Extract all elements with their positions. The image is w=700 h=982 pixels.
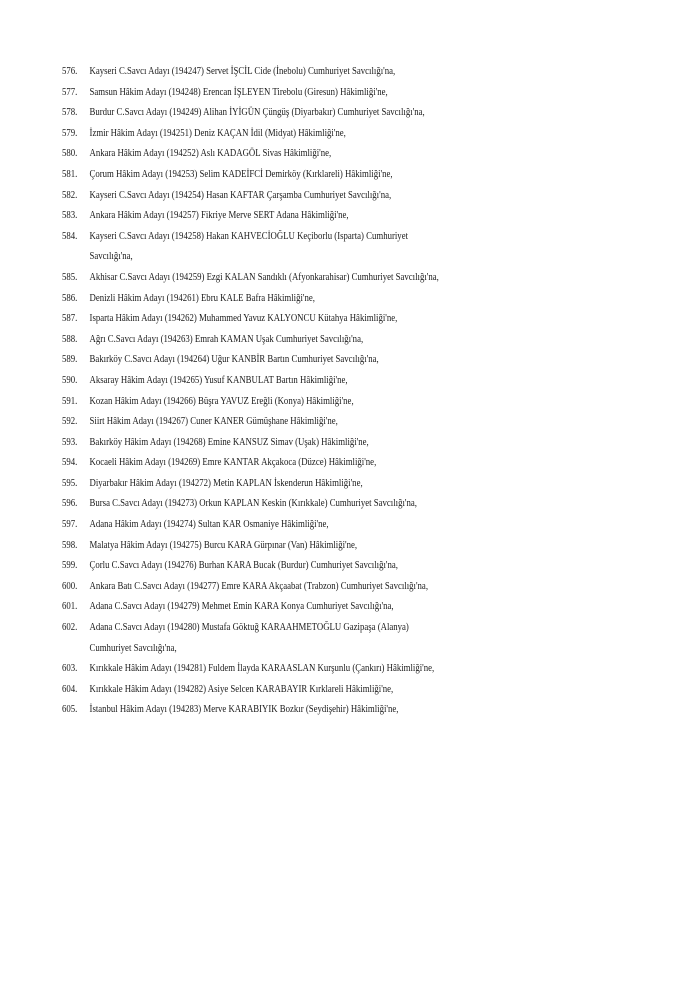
entry-text: Ankara Hâkim Adayı (194257) Fikriye Merve SERT Adana Hâkimliği'ne, (89, 210, 349, 222)
list-item (62, 474, 452, 495)
entry-text: Aksaray Hâkim Adayı (194265) Yusuf KANBULAT Bartın Hâkimliği'ne, (89, 374, 348, 386)
list-item (62, 597, 452, 618)
entry-text: Bakırköy C.Savcı Adayı (194264) Uğur KANBİR Bartın Cumhuriyet Savcılığı'na, (89, 354, 379, 366)
entry-number: 593. (62, 436, 78, 448)
entry-number: 602. (62, 622, 78, 634)
entry-text: Adana Hâkim Adayı (194274) Sultan KAR Osmaniye Hâkimliği'ne, (89, 519, 329, 531)
list-item (62, 206, 452, 227)
entry-text: Akhisar C.Savcı Adayı (194259) Ezgi KALAN Sandıklı (Afyonkarahisar) Cumhuriyet Savcılığı'na, (89, 271, 439, 283)
list-item (62, 659, 452, 680)
list-item (62, 144, 452, 165)
list-item (62, 515, 452, 536)
entry-number: 594. (62, 457, 78, 469)
appointment-list (62, 62, 452, 721)
entry-text: Çorlu C.Savcı Adayı (194276) Burhan KARA Bucak (Burdur) Cumhuriyet Savcılığı'na, (89, 560, 398, 572)
list-item (62, 453, 452, 474)
entry-text: Çorum Hâkim Adayı (194253) Selim KADEİFCİ Demirköy (Kırklareli) Hâkimliği'ne, (89, 168, 393, 180)
list-item (62, 392, 452, 413)
entry-number: 601. (62, 601, 78, 613)
entry-text: Bakırköy Hâkim Adayı (194268) Emine KANSUZ Simav (Uşak) Hâkimliği'ne, (89, 436, 369, 448)
list-item (62, 412, 452, 433)
entry-text: Kayseri C.Savcı Adayı (194254) Hasan KAFTAR Çarşamba Cumhuriyet Savcılığı'na, (89, 189, 392, 201)
entry-text: Kırıkkale Hâkim Adayı (194282) Asiye Selcen KARABAYIR Kırklareli Hâkimliği'ne, (89, 683, 394, 695)
list-item (62, 350, 452, 371)
entry-number: 576. (62, 66, 78, 77)
list-item (62, 680, 452, 701)
list-item (62, 165, 452, 186)
list-item (62, 124, 452, 145)
entry-text: Kozan Hâkim Adayı (194266) Büşra YAVUZ Ereğli (Konya) Hâkimliği'ne, (89, 395, 354, 407)
list-item (62, 433, 452, 454)
entry-number: 590. (62, 374, 78, 386)
entry-text: İstanbul Hâkim Adayı (194283) Merve KARABIYIK Bozkır (Seydişehir) Hâkimliği'ne, (89, 704, 399, 716)
entry-number: 584. (62, 230, 78, 242)
entry-number: 577. (62, 86, 78, 98)
entry-number: 589. (62, 354, 78, 366)
entry-text: Kocaeli Hâkim Adayı (194269) Emre KANTAR Akçakoca (Düzce) Hâkimliği'ne, (89, 457, 377, 469)
entry-number: 582. (62, 189, 78, 201)
list-item (62, 494, 452, 515)
entry-text: Kayseri C.Savcı Adayı (194258) Hakan KAHVECİOĞLU Keçiborlu (Isparta) Cumhuriyet Savcılığı'na, (89, 230, 409, 263)
list-item (62, 330, 452, 351)
entry-text: Diyarbakır Hâkim Adayı (194272) Metin KAPLAN İskenderun Hâkimliği'ne, (89, 477, 363, 489)
list-item (62, 268, 452, 289)
list-item (62, 618, 452, 659)
entry-number: 603. (62, 663, 78, 675)
entry-number: 579. (62, 127, 78, 139)
entry-number: 588. (62, 333, 78, 345)
list-item (62, 83, 452, 104)
entry-text: Malatya Hâkim Adayı (194275) Burcu KARA Gürpınar (Van) Hâkimliği'ne, (89, 539, 358, 551)
list-item (62, 227, 452, 268)
entry-number: 596. (62, 498, 78, 510)
list-item (62, 289, 452, 310)
entry-number: 595. (62, 477, 78, 489)
entry-text: Siirt Hâkim Adayı (194267) Cuner KANER Gümüşhane Hâkimliği'ne, (89, 416, 338, 428)
entry-number: 586. (62, 292, 78, 304)
list-item (62, 103, 452, 124)
list-item (62, 700, 452, 721)
entry-number: 605. (62, 704, 78, 716)
entry-number: 600. (62, 580, 78, 592)
list-item (62, 309, 452, 330)
list-item (62, 62, 452, 83)
list-item (62, 186, 452, 207)
entry-text: Kırıkkale Hâkim Adayı (194281) Fuldem İlayda KARAASLAN Kurşunlu (Çankırı) Hâkimliği'ne, (89, 663, 435, 675)
entry-number: 585. (62, 271, 78, 283)
entry-text: Ankara Hâkim Adayı (194252) Aslı KADAGÖL Sivas Hâkimliği'ne, (89, 148, 332, 160)
entry-text: İzmir Hâkim Adayı (194251) Deniz KAÇAN İdil (Midyat) Hâkimliği'ne, (89, 127, 346, 139)
list-item (62, 577, 452, 598)
entry-number: 578. (62, 107, 78, 119)
entry-number: 580. (62, 148, 78, 160)
entry-number: 591. (62, 395, 78, 407)
list-item (62, 371, 452, 392)
entry-number: 592. (62, 416, 78, 428)
entry-number: 598. (62, 539, 78, 551)
entry-number: 583. (62, 210, 78, 222)
entry-text: Isparta Hâkim Adayı (194262) Muhammed Yavuz KALYONCU Kütahya Hâkimliği'ne, (89, 313, 398, 325)
entry-text: Kayseri C.Savcı Adayı (194247) Servet İŞCİL Cide (İnebolu) Cumhuriyet Savcılığı'na, (89, 66, 396, 77)
entry-number: 604. (62, 683, 78, 695)
entry-text: Ağrı C.Savcı Adayı (194263) Emrah KAMAN Uşak Cumhuriyet Savcılığı'na, (89, 333, 364, 345)
entry-text: Bursa C.Savcı Adayı (194273) Orkun KAPLAN Keskin (Kırıkkale) Cumhuriyet Savcılığı'na, (89, 498, 417, 510)
entry-number: 599. (62, 560, 78, 572)
list-item (62, 536, 452, 557)
entry-number: 597. (62, 519, 78, 531)
entry-number: 581. (62, 168, 78, 180)
list-item (62, 556, 452, 577)
entry-number: 587. (62, 313, 78, 325)
entry-text: Samsun Hâkim Adayı (194248) Erencan İŞLEYEN Tirebolu (Giresun) Hâkimliği'ne, (89, 86, 388, 98)
entry-text: Adana C.Savcı Adayı (194280) Mustafa Göktuğ KARAAHMETOĞLU Gazipaşa (Alanya) Cumhuriyet Savcılığı'na, (89, 622, 409, 654)
entry-text: Ankara Batı C.Savcı Adayı (194277) Emre KARA Akçaabat (Trabzon) Cumhuriyet Savcılığı'na, (89, 580, 429, 592)
entry-text: Denizli Hâkim Adayı (194261) Ebru KALE Bafra Hâkimliği'ne, (89, 292, 315, 304)
entry-text: Adana C.Savcı Adayı (194279) Mehmet Emin KARA Konya Cumhuriyet Savcılığı'na, (89, 601, 394, 613)
entry-text: Burdur C.Savcı Adayı (194249) Alihan İYİGÜN Çüngüş (Diyarbakır) Cumhuriyet Savcılığı'na, (89, 107, 425, 119)
